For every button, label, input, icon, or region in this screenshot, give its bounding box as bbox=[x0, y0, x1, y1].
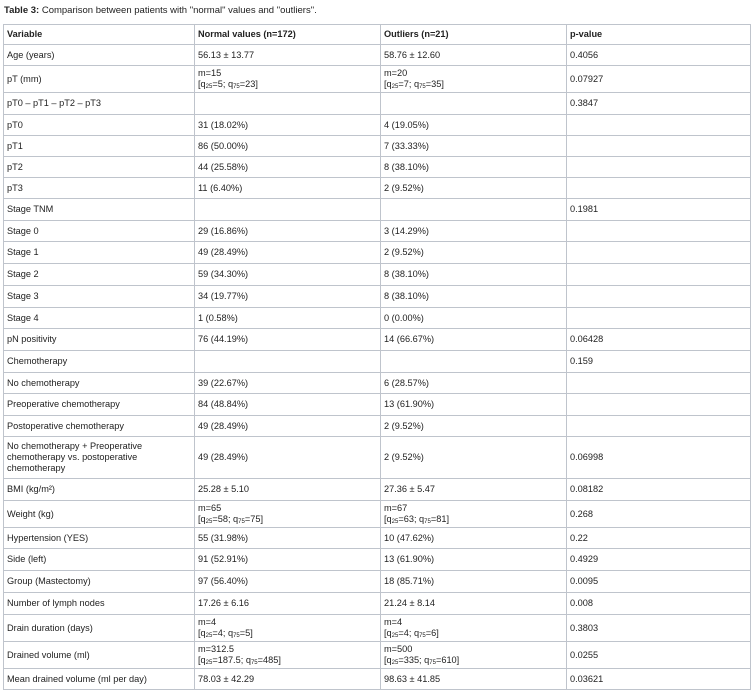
table-row bbox=[4, 115, 751, 136]
cell-p-value: 0.22 bbox=[567, 528, 751, 549]
header-variable: Variable bbox=[4, 25, 195, 45]
table-body bbox=[4, 45, 751, 690]
median-value: m=20 bbox=[384, 68, 408, 78]
cell-variable: Weight (kg) bbox=[4, 501, 195, 528]
cell-p-value: 0.3847 bbox=[567, 93, 751, 115]
cell-outliers: 2 (9.52%) bbox=[381, 416, 567, 437]
table-row bbox=[4, 571, 751, 593]
table-row bbox=[4, 394, 751, 416]
cell-p-value bbox=[567, 308, 751, 329]
cell-variable: Postoperative chemotherapy bbox=[4, 416, 195, 437]
cell-p-value bbox=[567, 178, 751, 199]
cell-variable: Drain duration (days) bbox=[4, 615, 195, 642]
cell-normal: 44 (25.58%) bbox=[195, 157, 381, 178]
cell-normal: 17.26 ± 6.16 bbox=[195, 593, 381, 615]
cell-outliers: 2 (9.52%) bbox=[381, 242, 567, 264]
cell-outliers: 14 (66.67%) bbox=[381, 329, 567, 351]
table-row bbox=[4, 221, 751, 242]
table-row bbox=[4, 264, 751, 286]
cell-normal bbox=[195, 351, 381, 373]
caption-text: Comparison between patients with "normal" values and "outliers". bbox=[41, 5, 317, 16]
median-value: m=4 bbox=[384, 617, 403, 627]
cell-p-value bbox=[567, 394, 751, 416]
cell-p-value bbox=[567, 157, 751, 178]
cell-outliers: 58.76 ± 12.60 bbox=[381, 45, 567, 66]
cell-p-value bbox=[567, 221, 751, 242]
cell-p-value bbox=[567, 136, 751, 157]
table-row bbox=[4, 242, 751, 264]
cell-p-value bbox=[567, 416, 751, 437]
cell-variable: Drained volume (ml) bbox=[4, 642, 195, 669]
cell-p-value: 0.0255 bbox=[567, 642, 751, 669]
cell-variable: Stage TNM bbox=[4, 199, 195, 221]
median-value: m=500 bbox=[384, 644, 413, 654]
cell-normal: 76 (44.19%) bbox=[195, 329, 381, 351]
cell-outliers: 8 (38.10%) bbox=[381, 286, 567, 308]
cell-variable: Age (years) bbox=[4, 45, 195, 66]
cell-variable: pT3 bbox=[4, 178, 195, 199]
cell-outliers: 7 (33.33%) bbox=[381, 136, 567, 157]
quartile-range: [$q_{25}=4$; $q_{75}=6$] bbox=[384, 628, 439, 639]
cell-normal bbox=[195, 66, 381, 93]
cell-p-value: 0.159 bbox=[567, 351, 751, 373]
cell-p-value: 0.4056 bbox=[567, 45, 751, 66]
cell-normal bbox=[195, 501, 381, 528]
table-row bbox=[4, 157, 751, 178]
median-value: m=4 bbox=[198, 617, 217, 627]
cell-variable: Preoperative chemotherapy bbox=[4, 394, 195, 416]
quartile-range: [$q_{25}=4$; $q_{75}=5$] bbox=[198, 628, 253, 639]
table-row bbox=[4, 615, 751, 642]
cell-p-value: 0.06428 bbox=[567, 329, 751, 351]
cell-outliers: 13 (61.90%) bbox=[381, 549, 567, 571]
cell-p-value: 0.03621 bbox=[567, 669, 751, 690]
header-normal: Normal values (n=172) bbox=[195, 25, 381, 45]
median-value: m=67 bbox=[384, 503, 408, 513]
table-row bbox=[4, 178, 751, 199]
cell-variable: BMI (kg/m²) bbox=[4, 479, 195, 501]
cell-p-value bbox=[567, 373, 751, 394]
table-row bbox=[4, 93, 751, 115]
quartile-range: [$q_{25}=5$; $q_{75}=23$] bbox=[198, 79, 258, 90]
cell-variable: pN positivity bbox=[4, 329, 195, 351]
cell-outliers: 2 (9.52%) bbox=[381, 437, 567, 479]
median-value: m=15 bbox=[198, 68, 222, 78]
cell-variable: Side (left) bbox=[4, 549, 195, 571]
cell-outliers: 3 (14.29%) bbox=[381, 221, 567, 242]
quartile-range: [$q_{25}=187.5$; $q_{75}=485$] bbox=[198, 655, 281, 666]
cell-normal: 34 (19.77%) bbox=[195, 286, 381, 308]
quartile-range: [$q_{25}=335$; $q_{75}=610$] bbox=[384, 655, 460, 666]
cell-normal bbox=[195, 642, 381, 669]
cell-outliers: 10 (47.62%) bbox=[381, 528, 567, 549]
cell-outliers: 21.24 ± 8.14 bbox=[381, 593, 567, 615]
quartile-range: [$q_{25}=7$; $q_{75}=35$] bbox=[384, 79, 444, 90]
cell-p-value bbox=[567, 264, 751, 286]
cell-p-value: 0.4929 bbox=[567, 549, 751, 571]
cell-variable: pT (mm) bbox=[4, 66, 195, 93]
cell-normal: 59 (34.30%) bbox=[195, 264, 381, 286]
table-row bbox=[4, 501, 751, 528]
cell-outliers bbox=[381, 501, 567, 528]
median-value: m=65 bbox=[198, 503, 222, 513]
cell-variable: Group (Mastectomy) bbox=[4, 571, 195, 593]
cell-normal: 29 (16.86%) bbox=[195, 221, 381, 242]
cell-p-value bbox=[567, 115, 751, 136]
cell-outliers: 6 (28.57%) bbox=[381, 373, 567, 394]
cell-p-value: 0.1981 bbox=[567, 199, 751, 221]
cell-normal: 91 (52.91%) bbox=[195, 549, 381, 571]
header-outliers: Outliers (n=21) bbox=[381, 25, 567, 45]
cell-outliers: 8 (38.10%) bbox=[381, 264, 567, 286]
table-row bbox=[4, 329, 751, 351]
table-row bbox=[4, 66, 751, 93]
table-row bbox=[4, 199, 751, 221]
cell-variable: No chemotherapy + Preoperative chemotherapy vs. postoperative chemotherapy bbox=[4, 437, 195, 479]
table-row bbox=[4, 416, 751, 437]
cell-variable: pT2 bbox=[4, 157, 195, 178]
cell-normal: 39 (22.67%) bbox=[195, 373, 381, 394]
cell-outliers bbox=[381, 66, 567, 93]
cell-p-value: 0.0095 bbox=[567, 571, 751, 593]
cell-normal: 97 (56.40%) bbox=[195, 571, 381, 593]
table-row bbox=[4, 669, 751, 690]
cell-normal: 86 (50.00%) bbox=[195, 136, 381, 157]
cell-p-value: 0.3803 bbox=[567, 615, 751, 642]
table-row bbox=[4, 479, 751, 501]
cell-outliers bbox=[381, 351, 567, 373]
cell-variable: Number of lymph nodes bbox=[4, 593, 195, 615]
table-row bbox=[4, 642, 751, 669]
table-row bbox=[4, 528, 751, 549]
quartile-range: [$q_{25}=63$; $q_{75}=81$] bbox=[384, 514, 449, 525]
cell-normal: 56.13 ± 13.77 bbox=[195, 45, 381, 66]
table-row bbox=[4, 373, 751, 394]
cell-outliers bbox=[381, 199, 567, 221]
cell-outliers: 4 (19.05%) bbox=[381, 115, 567, 136]
quartile-range: [$q_{25}=58$; $q_{75}=75$] bbox=[198, 514, 263, 525]
cell-p-value bbox=[567, 242, 751, 264]
cell-p-value: 0.07927 bbox=[567, 66, 751, 93]
cell-outliers bbox=[381, 93, 567, 115]
cell-normal: 49 (28.49%) bbox=[195, 416, 381, 437]
cell-variable: Stage 1 bbox=[4, 242, 195, 264]
cell-p-value: 0.08182 bbox=[567, 479, 751, 501]
cell-normal bbox=[195, 93, 381, 115]
cell-variable: Stage 3 bbox=[4, 286, 195, 308]
cell-variable: Chemotherapy bbox=[4, 351, 195, 373]
cell-outliers: 27.36 ± 5.47 bbox=[381, 479, 567, 501]
caption-label: Table 3: bbox=[4, 5, 40, 16]
table-row bbox=[4, 45, 751, 66]
cell-variable: Stage 2 bbox=[4, 264, 195, 286]
cell-outliers: 0 (0.00%) bbox=[381, 308, 567, 329]
table-row bbox=[4, 351, 751, 373]
table-row bbox=[4, 593, 751, 615]
cell-normal: 11 (6.40%) bbox=[195, 178, 381, 199]
cell-variable: No chemotherapy bbox=[4, 373, 195, 394]
cell-normal: 49 (28.49%) bbox=[195, 437, 381, 479]
cell-normal: 49 (28.49%) bbox=[195, 242, 381, 264]
cell-normal: 78.03 ± 42.29 bbox=[195, 669, 381, 690]
cell-p-value: 0.268 bbox=[567, 501, 751, 528]
cell-normal bbox=[195, 199, 381, 221]
median-value: m=312.5 bbox=[198, 644, 235, 654]
header-p-value: p-value bbox=[567, 25, 751, 45]
cell-variable: Mean drained volume (ml per day) bbox=[4, 669, 195, 690]
cell-outliers bbox=[381, 642, 567, 669]
cell-variable: pT0 bbox=[4, 115, 195, 136]
cell-normal: 1 (0.58%) bbox=[195, 308, 381, 329]
cell-outliers: 98.63 ± 41.85 bbox=[381, 669, 567, 690]
cell-outliers: 13 (61.90%) bbox=[381, 394, 567, 416]
cell-outliers: 2 (9.52%) bbox=[381, 178, 567, 199]
table-row bbox=[4, 136, 751, 157]
cell-variable: Stage 4 bbox=[4, 308, 195, 329]
comparison-table bbox=[3, 24, 751, 690]
cell-normal: 31 (18.02%) bbox=[195, 115, 381, 136]
cell-outliers: 8 (38.10%) bbox=[381, 157, 567, 178]
table-caption bbox=[4, 4, 317, 18]
cell-p-value bbox=[567, 286, 751, 308]
cell-p-value: 0.06998 bbox=[567, 437, 751, 479]
header-row bbox=[4, 25, 751, 45]
cell-normal bbox=[195, 615, 381, 642]
cell-variable: Hypertension (YES) bbox=[4, 528, 195, 549]
cell-variable: Stage 0 bbox=[4, 221, 195, 242]
cell-outliers bbox=[381, 615, 567, 642]
table-row bbox=[4, 308, 751, 329]
cell-variable: pT0 – pT1 – pT2 – pT3 bbox=[4, 93, 195, 115]
table-row bbox=[4, 437, 751, 479]
table-row bbox=[4, 549, 751, 571]
cell-normal: 84 (48.84%) bbox=[195, 394, 381, 416]
cell-outliers: 18 (85.71%) bbox=[381, 571, 567, 593]
cell-variable: pT1 bbox=[4, 136, 195, 157]
cell-normal: 25.28 ± 5.10 bbox=[195, 479, 381, 501]
cell-p-value: 0.008 bbox=[567, 593, 751, 615]
cell-normal: 55 (31.98%) bbox=[195, 528, 381, 549]
table-row bbox=[4, 286, 751, 308]
